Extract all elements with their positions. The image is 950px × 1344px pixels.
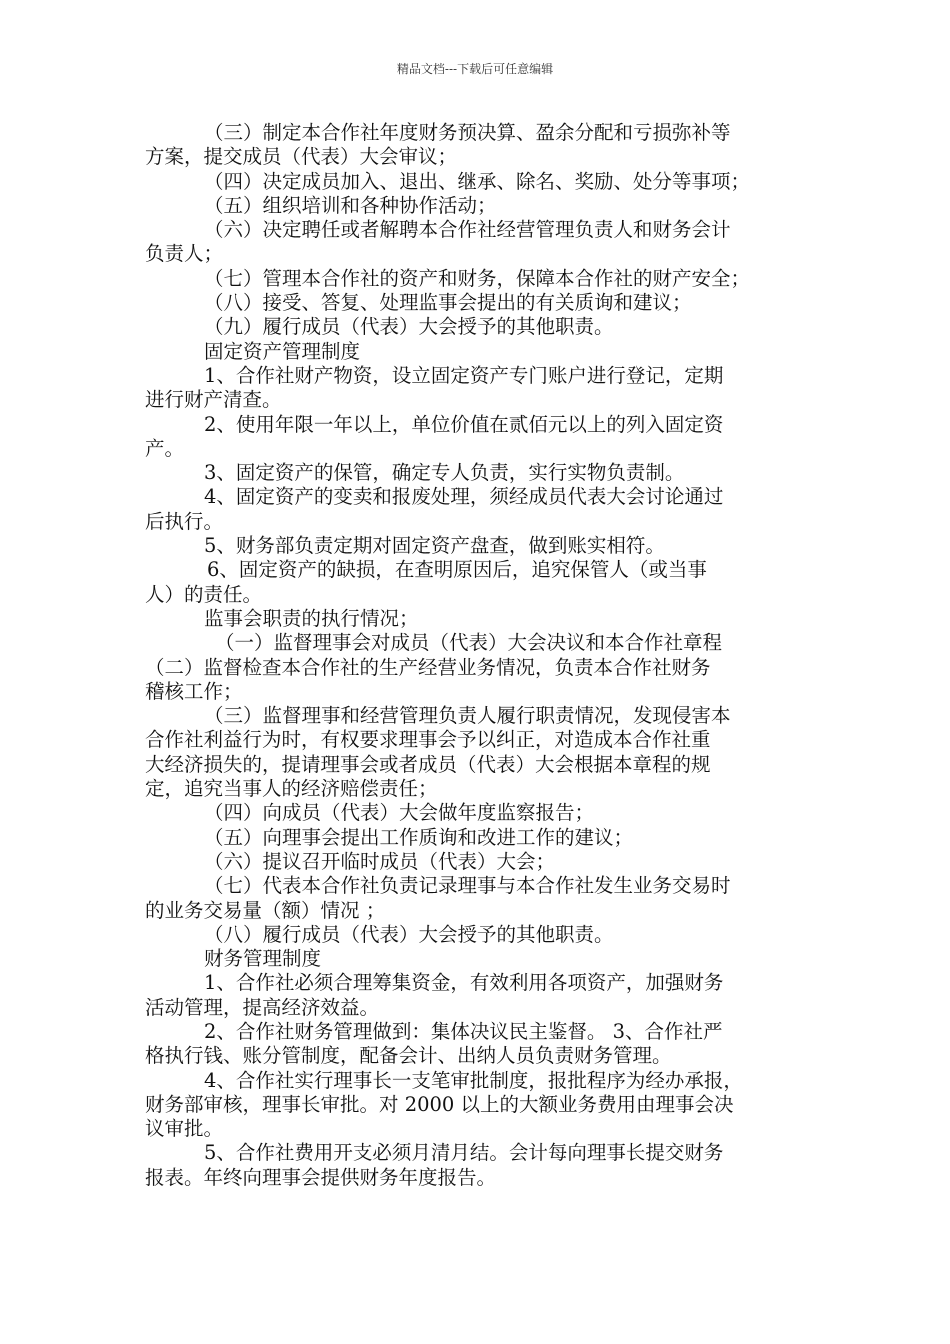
text-line: 财务部审核，理事长审批。对 2000 以上的大额业务费用由理事会决 bbox=[145, 1092, 734, 1116]
document-body bbox=[145, 121, 810, 1190]
text-line: 定，追究当事人的经济赔偿责任； bbox=[145, 777, 438, 801]
text-line: 后执行。 bbox=[145, 509, 224, 533]
text-line: （四）向成员（代表）大会做年度监察报告； bbox=[204, 801, 595, 825]
text-line: 财务管理制度 bbox=[204, 947, 322, 971]
text-line: （八）履行成员（代表）大会授予的其他职责。 bbox=[204, 922, 614, 946]
text-line: （九）履行成员（代表）大会授予的其他职责。 bbox=[204, 315, 614, 339]
text-line: （六）提议召开临时成员（代表）大会； bbox=[204, 849, 556, 873]
text-line: 格执行钱、账分管制度，配备会计、出纳人员负责财务管理。 bbox=[145, 1044, 672, 1068]
text-line: 议审批。 bbox=[145, 1117, 224, 1141]
text-line: （二）监督检查本合作社的生产经营业务情况，负责本合作社财务 bbox=[145, 655, 711, 679]
text-line: 2、使用年限一年以上，单位价值在贰佰元以上的列入固定资 bbox=[204, 412, 724, 436]
text-line: 负责人； bbox=[145, 242, 224, 266]
text-line: 进行财产清查。 bbox=[145, 388, 282, 412]
text-line: （七）代表本合作社负责记录理事与本合作社发生业务交易时 bbox=[204, 874, 731, 898]
text-line: 6、固定资产的缺损，在查明原因后，追究保管人（或当事 bbox=[207, 558, 707, 582]
text-line: 大经济损失的，提请理事会或者成员（代表）大会根据本章程的规 bbox=[145, 752, 711, 776]
text-line: 5、财务部负责定期对固定资产盘查，做到账实相符。 bbox=[204, 534, 665, 558]
text-line: （四）决定成员加入、退出、继承、除名、奖励、处分等事项； bbox=[204, 169, 751, 193]
text-line: 1、合作社必须合理筹集资金，有效利用各项资产，加强财务 bbox=[204, 971, 724, 995]
text-line: （五）向理事会提出工作质询和改进工作的建议； bbox=[204, 825, 634, 849]
text-line: 方案，提交成员（代表）大会审议； bbox=[145, 145, 458, 169]
text-line: （六）决定聘任或者解聘本合作社经营管理负责人和财务会计 bbox=[204, 218, 731, 242]
text-line: 报表。年终向理事会提供财务年度报告。 bbox=[145, 1165, 497, 1189]
text-line: 5、合作社费用开支必须月清月结。会计每向理事长提交财务 bbox=[204, 1141, 724, 1165]
text-line: 产。 bbox=[145, 436, 185, 460]
text-line: 4、合作社实行理事长一支笔审批制度，报批程序为经办承报， bbox=[204, 1068, 743, 1092]
text-line: （一）监督理事会对成员（代表）大会决议和本合作社章程 bbox=[215, 631, 723, 655]
text-line: 的业务交易量（额）情况 ； bbox=[145, 898, 386, 922]
text-line: 合作社利益行为时，有权要求理事会予以纠正，对造成本合作社重 bbox=[145, 728, 711, 752]
text-line: 活动管理，提高经济效益。 bbox=[145, 995, 380, 1019]
text-line: 1、合作社财产物资，设立固定资产专门账户进行登记，定期 bbox=[204, 363, 724, 387]
text-line: （三）制定本合作社年度财务预决算、盈余分配和亏损弥补等 bbox=[204, 121, 731, 144]
text-line: 固定资产管理制度 bbox=[204, 339, 361, 363]
text-line: 监事会职责的执行情况； bbox=[204, 606, 419, 630]
text-line: （五）组织培训和各种协作活动； bbox=[204, 193, 497, 217]
text-line: 4、固定资产的变卖和报废处理，须经成员代表大会讨论通过 bbox=[204, 485, 724, 509]
page-header-note: 精品文档---下载后可任意编辑 bbox=[396, 62, 554, 76]
text-line: 3、固定资产的保管，确定专人负责，实行实物负责制。 bbox=[204, 461, 685, 485]
text-line: （三）监督理事和经营管理负责人履行职责情况，发现侵害本 bbox=[204, 704, 731, 728]
text-line: （八）接受、答复、处理监事会提出的有关质询和建议； bbox=[204, 291, 692, 315]
text-line: 人）的责任。 bbox=[145, 582, 263, 606]
text-line: （七）管理本合作社的资产和财务，保障本合作社的财产安全； bbox=[204, 266, 751, 290]
text-line: 稽核工作； bbox=[145, 679, 243, 703]
text-line: 2、合作社财务管理做到：集体决议民主鉴督。 3、合作社严 bbox=[204, 1019, 723, 1043]
